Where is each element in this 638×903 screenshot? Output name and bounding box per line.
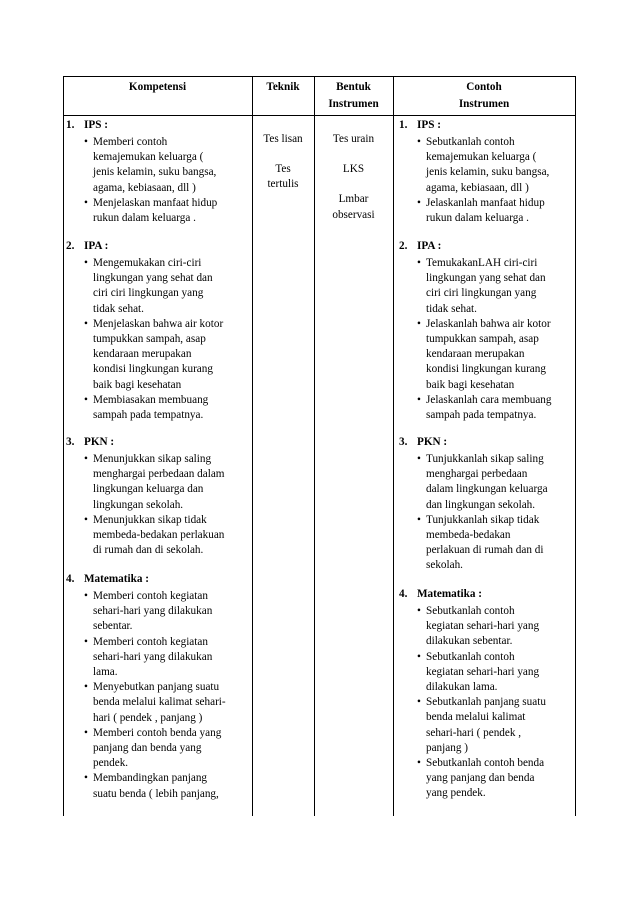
item-text: rukun dalam keluarga . (93, 212, 196, 225)
section-number: 3. (66, 436, 75, 448)
item-text: membeda-bedakan (426, 529, 511, 542)
header-divider (63, 115, 576, 116)
item-text: perlakuan di rumah dan di (426, 544, 544, 557)
list-item (399, 513, 575, 574)
kompetensi-section (66, 238, 252, 423)
bullet-icon: • (417, 257, 421, 269)
item-text: tumpukkan sampah, asap (426, 333, 539, 346)
list-item (399, 393, 575, 423)
item-text: Membiasakan membuang (93, 393, 209, 406)
item-text: kegiatan sehari-hari yang (426, 665, 540, 678)
kompetensi-section (66, 434, 252, 558)
bullet-icon: • (84, 726, 88, 739)
bullet-icon: • (417, 513, 421, 526)
teknik-text: tertulis (267, 178, 299, 191)
contoh-list (399, 604, 575, 802)
item-text: dilakukan sebentar. (426, 635, 513, 648)
item-text: Menjelaskan bahwa air kotor (93, 317, 224, 330)
item-text: benda melalui kalimat sehari- (93, 696, 226, 709)
item-text: menghargai perbedaan dalam (93, 468, 225, 481)
table-border-left (63, 76, 64, 816)
bullet-icon: • (84, 393, 88, 406)
item-text: kondisi lingkungan kurang (426, 363, 546, 376)
item-text: benda melalui kalimat (426, 711, 526, 724)
list-item (66, 256, 252, 317)
header-contoh-line2: Instrumen (458, 98, 510, 110)
bullet-icon: • (84, 196, 88, 209)
bullet-icon: • (417, 393, 421, 406)
bullet-icon: • (417, 696, 421, 709)
contoh-section (399, 586, 575, 802)
item-text: suatu benda ( lebih panjang, (93, 787, 219, 800)
item-text: di rumah dan di sekolah. (93, 544, 204, 557)
item-text: Mengemukakan ciri-ciri (93, 257, 202, 269)
header-bentuk-instrumen (314, 79, 393, 113)
item-text: Sebutkanlah contoh (426, 650, 515, 663)
item-text: TemukakanLAH ciri-ciri (426, 257, 538, 269)
bullet-icon: • (84, 257, 88, 269)
item-text: kemajemukan keluarga ( (93, 151, 204, 164)
header-kompetensi-label: Kompetensi (128, 81, 187, 93)
section-label: IPS : (417, 119, 441, 131)
list-item (66, 452, 252, 513)
item-text: dan lingkungan sekolah. (426, 498, 536, 511)
header-kompetensi (63, 79, 252, 96)
list-item (399, 317, 575, 393)
item-text: menghargai perbedaan (426, 468, 528, 481)
contoh-section (399, 238, 575, 423)
list-item (399, 695, 575, 756)
item-text: sampah pada tempatnya. (426, 409, 537, 422)
teknik-cell (252, 132, 314, 193)
item-text: tumpukkan sampah, asap (93, 333, 206, 346)
list-item (399, 604, 575, 650)
list-item (66, 196, 252, 226)
list-item (66, 771, 252, 801)
item-text: Sebutkanlah panjang suatu (426, 696, 546, 709)
bullet-icon: • (417, 605, 421, 617)
header-contoh-instrumen (393, 79, 575, 113)
bentuk-cell (314, 132, 393, 223)
item-text: kendaraan merupakan (93, 348, 192, 361)
item-text: hari ( pendek , panjang ) (93, 711, 203, 724)
competency-list (66, 589, 252, 802)
header-bentuk-line2: Instrumen (328, 98, 379, 110)
section-label: Matematika : (417, 588, 482, 600)
contoh-section (399, 434, 575, 574)
item-text: Menyebutkan panjang suatu (93, 681, 220, 694)
header-bentuk-line1: Bentuk (336, 81, 371, 93)
list-item (66, 513, 252, 559)
section-title (399, 238, 575, 256)
list-item (399, 135, 575, 196)
item-text: Jelaskanlah cara membuang (426, 393, 552, 406)
item-text: sehari-hari yang dilakukan (93, 605, 213, 618)
header-teknik (252, 79, 314, 96)
item-text: Memberi contoh kegiatan (93, 635, 208, 648)
bullet-icon: • (84, 772, 88, 785)
contoh-column (399, 117, 575, 816)
item-text: ciri ciri lingkungan yang (93, 287, 204, 300)
item-text: Menunjukkan sikap tidak (93, 513, 207, 526)
section-number: 2. (66, 240, 75, 252)
list-item (66, 635, 252, 681)
list-item (66, 680, 252, 726)
item-text: yang pendek. (426, 787, 486, 800)
contoh-section (399, 117, 575, 226)
list-item (399, 452, 575, 513)
item-text: kendaraan merupakan (426, 348, 525, 361)
item-text: rukun dalam keluarga . (426, 212, 529, 225)
item-text: lingkungan yang sehat dan (426, 272, 546, 285)
item-text: jenis kelamin, suku bangsa, (426, 166, 550, 179)
item-text: panjang dan benda yang (93, 742, 202, 755)
section-label: IPA : (417, 240, 442, 252)
section-number: 1. (66, 119, 75, 131)
item-text: Sebutkanlah contoh (426, 605, 515, 617)
item-text: lingkungan sekolah. (93, 498, 184, 511)
teknik-text: Tes (275, 163, 291, 176)
section-number: 3. (399, 436, 408, 448)
item-text: Tunjukkanlah sikap tidak (426, 513, 540, 526)
section-number: 2. (399, 240, 408, 252)
item-text: lama. (93, 666, 118, 679)
competency-list (66, 135, 252, 226)
section-title (399, 586, 575, 604)
bullet-icon: • (84, 136, 88, 148)
section-number: 4. (66, 573, 75, 585)
list-item (399, 256, 575, 317)
bullet-icon: • (417, 196, 421, 209)
bullet-icon: • (84, 513, 88, 526)
section-title (66, 117, 252, 135)
bullet-icon: • (84, 317, 88, 330)
bullet-icon: • (417, 317, 421, 330)
section-title (399, 434, 575, 452)
list-item (399, 196, 575, 226)
contoh-list (399, 256, 575, 423)
section-number: 4. (399, 588, 408, 600)
item-text: kondisi lingkungan kurang (93, 363, 213, 376)
item-text: Menunjukkan sikap saling (93, 453, 212, 465)
item-text: Memberi contoh (93, 136, 168, 148)
bullet-icon: • (84, 590, 88, 602)
table-border-top (63, 76, 576, 77)
section-label: PKN : (417, 436, 448, 448)
header-contoh-line1: Contoh (466, 81, 502, 93)
list-item (399, 756, 575, 802)
item-text: agama, kebiasaan, dll ) (93, 181, 196, 194)
bullet-icon: • (84, 681, 88, 694)
bullet-icon: • (84, 635, 88, 648)
list-item (399, 650, 575, 696)
item-text: membeda-bedakan perlakuan (93, 529, 225, 542)
item-text: Tunjukkanlah sikap saling (426, 453, 544, 465)
section-title (66, 238, 252, 256)
item-text: agama, kebiasaan, dll ) (426, 181, 529, 194)
bentuk-text: Tes urain (332, 133, 375, 145)
item-text: dilakukan lama. (426, 681, 498, 694)
bullet-icon: • (417, 136, 421, 148)
kompetensi-section (66, 571, 252, 802)
item-text: lingkungan keluarga dan (93, 483, 204, 496)
list-item (66, 393, 252, 423)
item-text: Membandingkan panjang (93, 772, 208, 785)
item-text: Jelaskanlah bahwa air kotor (426, 317, 551, 330)
item-text: sampah pada tempatnya. (93, 409, 204, 422)
bullet-icon: • (417, 650, 421, 663)
item-text: dalam lingkungan keluarga (426, 483, 548, 496)
bentuk-text: observasi (332, 208, 375, 221)
item-text: pendek. (93, 757, 129, 770)
table-border-right (575, 76, 576, 816)
kompetensi-column (66, 117, 252, 816)
section-title (66, 571, 252, 589)
item-text: kemajemukan keluarga ( (426, 151, 537, 164)
section-label: PKN : (84, 436, 115, 448)
item-text: tidak sehat. (426, 302, 477, 315)
contoh-list (399, 135, 575, 226)
section-label: IPS : (84, 119, 108, 131)
competency-list (66, 256, 252, 423)
item-text: baik bagi kesehatan (426, 378, 515, 391)
competency-table (63, 76, 576, 816)
list-item (66, 589, 252, 635)
item-text: Jelaskanlah manfaat hidup (426, 196, 545, 209)
section-label: Matematika : (84, 573, 149, 585)
bentuk-text: Lmbar (338, 193, 369, 206)
bullet-icon: • (417, 453, 421, 465)
list-item (66, 726, 252, 772)
item-text: Memberi contoh kegiatan (93, 590, 208, 602)
item-text: Memberi contoh benda yang (93, 726, 222, 739)
column-divider-contoh (393, 76, 394, 816)
teknik-text: Tes lisan (263, 133, 303, 145)
list-item (66, 317, 252, 393)
item-text: ciri ciri lingkungan yang (426, 287, 537, 300)
item-text: Sebutkanlah contoh benda (426, 757, 545, 770)
item-text: sebentar. (93, 620, 133, 633)
section-number: 1. (399, 119, 408, 131)
kompetensi-section (66, 117, 252, 226)
item-text: yang panjang dan benda (426, 772, 535, 785)
section-label: IPA : (84, 240, 109, 252)
section-title (66, 434, 252, 452)
header-teknik-label: Teknik (266, 81, 300, 93)
item-text: sekolah. (426, 559, 463, 572)
item-text: sehari-hari ( pendek , (426, 726, 522, 739)
item-text: sehari-hari yang dilakukan (93, 650, 213, 663)
item-text: kegiatan sehari-hari yang (426, 620, 540, 633)
contoh-list (399, 452, 575, 574)
item-text: jenis kelamin, suku bangsa, (93, 166, 217, 179)
item-text: panjang ) (426, 741, 468, 754)
item-text: lingkungan yang sehat dan (93, 272, 213, 285)
bentuk-text: LKS (342, 163, 365, 176)
item-text: baik bagi kesehatan (93, 378, 182, 391)
list-item (66, 135, 252, 196)
competency-list (66, 452, 252, 558)
item-text: Menjelaskan manfaat hidup (93, 196, 218, 209)
section-title (399, 117, 575, 135)
bullet-icon: • (84, 453, 88, 465)
bullet-icon: • (417, 757, 421, 770)
item-text: Sebutkanlah contoh (426, 136, 515, 148)
item-text: tidak sehat. (93, 302, 144, 315)
